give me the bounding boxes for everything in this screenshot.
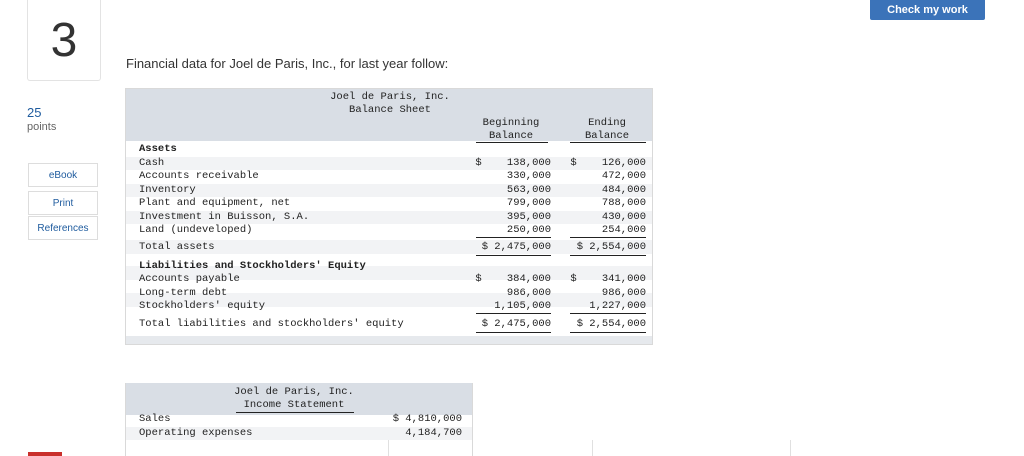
points-value: 25: [27, 105, 42, 120]
total-liab-label: Total liabilities and stockholders' equity: [139, 318, 404, 330]
subtotal-rule: [476, 237, 551, 238]
is-title-underline: [236, 412, 354, 413]
col-ending-line2: Balance: [584, 130, 630, 142]
asset-begin: 799,000: [506, 197, 551, 209]
col-ending-line1: Ending: [588, 117, 626, 129]
subtotal-rule: [570, 313, 646, 314]
subtotal-rule: [570, 237, 646, 238]
liability-begin: 1,105,000: [494, 300, 551, 312]
col-beginning-underline: [476, 142, 548, 143]
total-rule: [476, 255, 551, 256]
progress-indicator: [28, 452, 62, 456]
liability-label: Accounts payable: [139, 273, 240, 285]
is-row-value: 4,184,700: [405, 426, 462, 439]
balance-sheet-table: [125, 88, 653, 345]
column-divider: [388, 440, 389, 456]
references-button[interactable]: References: [28, 216, 98, 240]
asset-begin: 250,000: [506, 224, 551, 236]
liabilities-heading: Liabilities and Stockholders' Equity: [139, 260, 366, 272]
total-assets-begin: $ 2,475,000: [481, 241, 551, 253]
column-divider: [790, 440, 791, 456]
bs-title: Balance Sheet: [349, 104, 431, 116]
asset-end: 788,000: [601, 197, 646, 209]
is-company: Joel de Paris, Inc.: [234, 386, 354, 398]
asset-label: Investment in Buisson, S.A.: [139, 210, 310, 223]
check-my-work-button[interactable]: Check my work: [870, 0, 985, 20]
column-divider: [592, 440, 593, 456]
total-assets-label: Total assets: [139, 241, 215, 253]
liability-begin: $ 384,000: [475, 273, 551, 285]
bs-company: Joel de Paris, Inc.: [330, 91, 450, 103]
total-rule: [570, 255, 646, 256]
is-row-label: Operating expenses: [139, 426, 253, 439]
asset-end: $ 126,000: [570, 156, 646, 169]
liability-label: Stockholders' equity: [139, 300, 266, 312]
income-statement-table: [125, 383, 473, 456]
ebook-button[interactable]: eBook: [28, 163, 98, 187]
asset-begin: 395,000: [506, 210, 551, 223]
asset-begin: $ 138,000: [475, 156, 551, 169]
asset-label: Inventory: [139, 183, 196, 196]
liability-end: $ 341,000: [570, 273, 646, 285]
col-ending-underline: [570, 142, 646, 143]
liability-begin: 986,000: [506, 286, 551, 299]
asset-end: 430,000: [601, 210, 646, 223]
is-row-label: Sales: [139, 413, 171, 425]
points-box: [27, 106, 99, 134]
asset-begin: 563,000: [506, 183, 551, 196]
total-rule: [570, 332, 646, 333]
col-beginning-line2: Balance: [488, 130, 534, 142]
asset-end: 472,000: [601, 170, 646, 182]
asset-label: Cash: [139, 156, 165, 169]
asset-end: 484,000: [601, 183, 646, 196]
is-title: Income Statement: [243, 399, 345, 411]
points-label: points: [27, 121, 57, 133]
total-liab-end: $ 2,554,000: [576, 318, 646, 330]
asset-label: Land (undeveloped): [139, 224, 253, 236]
is-row-value: $ 4,810,000: [392, 413, 462, 425]
liability-label: Long-term debt: [139, 286, 228, 299]
subtotal-rule: [476, 313, 551, 314]
print-button[interactable]: Print: [28, 191, 98, 215]
liability-end: 1,227,000: [589, 300, 646, 312]
liability-end: 986,000: [601, 286, 646, 299]
col-beginning-line1: Beginning: [482, 117, 540, 129]
total-assets-end: $ 2,554,000: [576, 241, 646, 253]
question-number: 3: [27, 0, 101, 81]
asset-label: Accounts receivable: [139, 170, 259, 182]
asset-begin: 330,000: [506, 170, 551, 182]
asset-label: Plant and equipment, net: [139, 197, 291, 209]
question-intro: Financial data for Joel de Paris, Inc., for last year follow:: [126, 56, 449, 71]
assets-heading: Assets: [139, 143, 177, 155]
total-rule: [476, 332, 551, 333]
total-liab-begin: $ 2,475,000: [481, 318, 551, 330]
asset-end: 254,000: [601, 224, 646, 236]
table-bottom-bar: [126, 336, 652, 344]
